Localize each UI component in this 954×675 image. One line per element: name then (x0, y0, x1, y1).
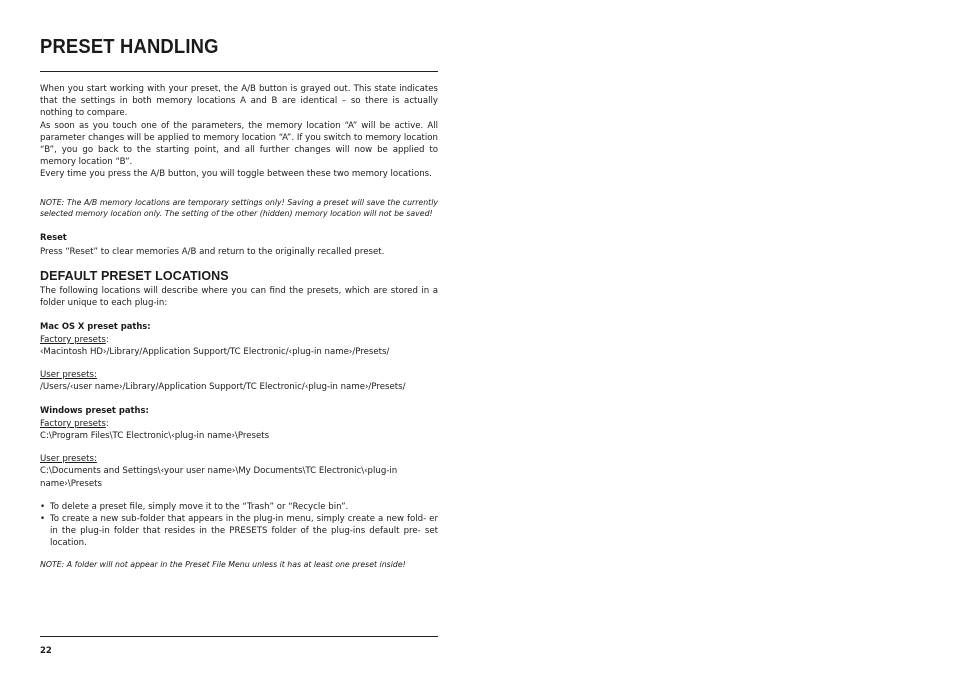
bottom-divider (40, 636, 438, 637)
intro-paragraph-2: As soon as you touch one of the parameters, the memory location “A” will be active. All parameter changes will be applied to memory location “A”. If you switch to memory location “B”, you go back to the starting point, and all further changes will now be applied to memory location “B”. (40, 120, 438, 168)
intro-paragraph-1: When you start working with your preset, the A/B button is grayed out. This state indicates that the settings in both memory locations A and B are identical – so there is actually nothing to compare. (40, 84, 438, 119)
mac-factory-block (40, 334, 438, 346)
reset-text: Press “Reset” to clear memories A/B and return to the originally recalled preset. (40, 246, 385, 257)
page-content (40, 83, 438, 570)
default-locations-heading: DEFAULT PRESET LOCATIONS (40, 269, 229, 284)
top-divider (40, 71, 438, 72)
windows-factory-label: Factory presets (40, 418, 106, 429)
page-number: 22 (40, 646, 52, 656)
list-item: • To delete a preset file, simply move it to the “Trash” or “Recycle bin”. (40, 501, 438, 513)
mac-factory-path: ‹Macintosh HD›/Library/Application Support/TC Electronic/‹plug-in name›/Presets/ (40, 347, 390, 358)
mac-user-path: /Users/‹user name›/Library/Application Support/TC Electronic/‹plug-in name›/Presets/ (40, 382, 406, 393)
ab-note: NOTE: The A/B memory locations are temporary settings only! Saving a preset will save the currently selected memory location only. The setting of the other (hidden) memory location will not be saved! (40, 197, 438, 218)
windows-paths-heading: Windows preset paths: (40, 404, 149, 415)
mac-factory-label: Factory presets (40, 334, 106, 345)
folder-note: NOTE: A folder will not appear in the Preset File Menu unless it has at least one preset inside! (40, 559, 406, 569)
windows-user-path: C:\Documents and Settings\‹your user name›\My Documents\TC Electronic\‹plug-in name›\Presets (40, 466, 398, 489)
intro-paragraph-3: Every time you press the A/B button, you will toggle between these two memory locations. (40, 169, 432, 180)
mac-factory-colon: : (105, 334, 109, 345)
page-title: PRESET HANDLING (40, 36, 219, 58)
mac-user-label: User presets: (40, 370, 97, 381)
list-item: • To create a new sub-folder that appears in the plug-in menu, simply create a new fold- er in the plug-in folder that resides in the PRESETS folder of the plug-ins default pre- set location. (40, 513, 438, 550)
reset-heading: Reset (40, 231, 67, 242)
windows-factory-colon: : (105, 418, 109, 429)
default-locations-text: The following locations will describe where you can find the presets, which are stored in a folder unique to each plug-in: (40, 286, 438, 309)
tips-list (40, 501, 438, 550)
mac-paths-heading: Mac OS X preset paths: (40, 320, 151, 331)
windows-factory-path: C:\Program Files\TC Electronic\‹plug-in name›\Presets (40, 431, 270, 442)
windows-user-label: User presets: (40, 454, 97, 465)
windows-factory-block (40, 418, 438, 430)
